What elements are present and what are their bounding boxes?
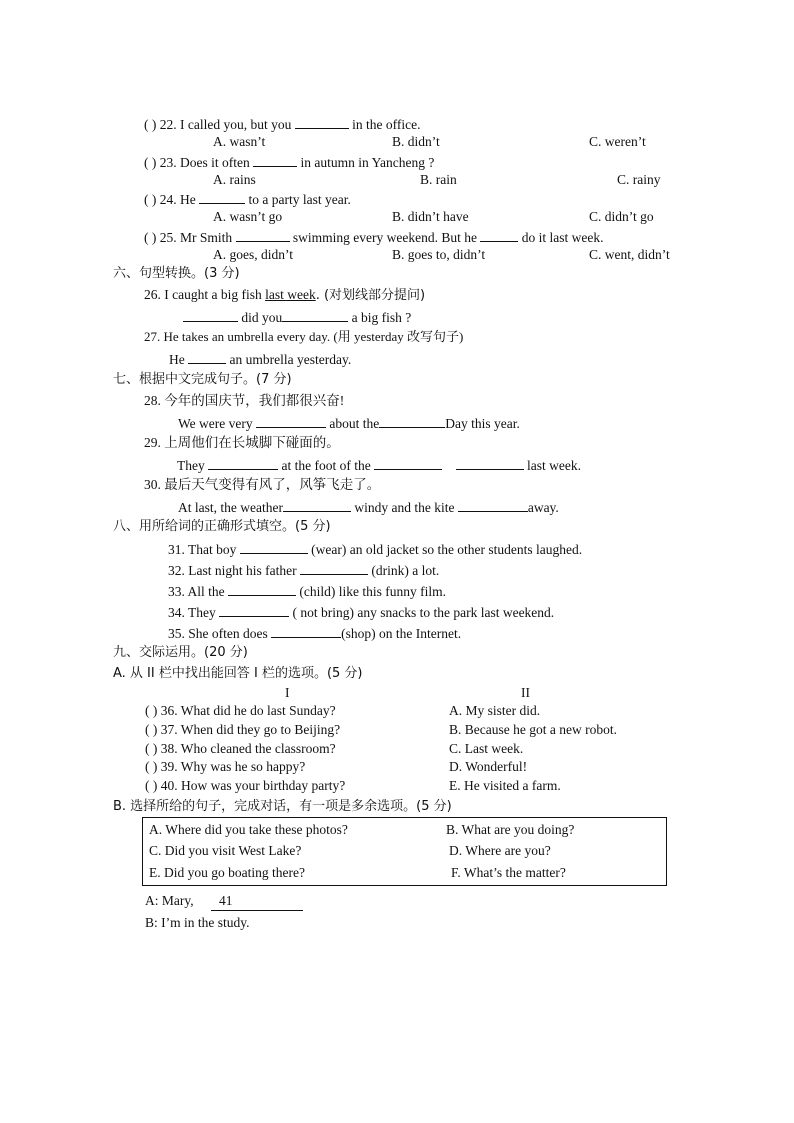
question-29-answer: They at the foot of the last week. (177, 455, 581, 475)
option-a: A. wasn’t go (213, 209, 283, 224)
match-row: ( ) 39. Why was he so happy? (145, 759, 306, 774)
answer-blank[interactable] (219, 602, 289, 617)
answer-blank[interactable] (183, 307, 238, 322)
question-27-answer: He an umbrella yesterday. (169, 349, 351, 369)
answer-blank[interactable] (379, 413, 445, 428)
option-c: C. rainy (617, 172, 661, 187)
dialogue-line-1: A: Mary, 41 (145, 892, 303, 911)
question-31: 31. That boy (wear) an old jacket so the other students laughed. (168, 539, 582, 559)
answer-blank[interactable] (295, 114, 349, 129)
section-9-title: 九、交际运用。(20 分) (113, 645, 248, 660)
answer-blank[interactable] (188, 349, 226, 364)
question-29: 29. 上周他们在长城脚下碰面的。 (144, 435, 340, 450)
answer-blank[interactable] (271, 623, 341, 638)
section-7-title: 七、根据中文完成句子。(7 分) (113, 372, 292, 387)
match-option: A. My sister did. (449, 703, 541, 718)
option-b: B. didn’t (392, 134, 440, 149)
option-b: B. didn’t have (392, 209, 469, 224)
answer-paren[interactable]: ( ) (144, 155, 157, 170)
match-option: D. Wonderful! (449, 759, 528, 774)
section-6-title: 六、句型转换。(3 分) (113, 266, 240, 281)
column-ii-header: II (521, 685, 530, 700)
box-option: A. Where did you take these photos? (149, 822, 348, 837)
option-a: A. goes, didn’t (213, 247, 293, 262)
question-27: 27. He takes an umbrella every day. (用 yesterday 改写句子) (144, 329, 464, 344)
match-row: ( ) 38. Who cleaned the classroom? (145, 741, 336, 756)
column-i-header: I (285, 685, 290, 700)
question-30-answer: At last, the weather windy and the kite away. (178, 497, 559, 517)
options-box (142, 817, 667, 886)
match-option: C. Last week. (449, 741, 524, 756)
answer-blank[interactable] (240, 539, 308, 554)
answer-blank[interactable] (458, 497, 528, 512)
match-row: ( ) 40. How was your birthday party? (145, 778, 346, 793)
answer-paren[interactable]: ( ) (144, 230, 157, 245)
section-8-title: 八、用所给词的正确形式填空。(5 分) (113, 519, 331, 534)
dialogue-line-2: B: I’m in the study. (145, 915, 250, 930)
answer-blank[interactable] (199, 189, 245, 204)
answer-paren[interactable]: ( ) (145, 759, 158, 774)
answer-blank[interactable] (208, 455, 278, 470)
box-option: B. What are you doing? (446, 822, 575, 837)
question-33: 33. All the (child) like this funny film. (168, 581, 446, 601)
answer-blank[interactable] (282, 307, 348, 322)
box-option: D. Where are you? (449, 843, 551, 858)
answer-paren[interactable]: ( ) (145, 778, 158, 793)
match-option: B. Because he got a new robot. (449, 722, 617, 737)
answer-paren[interactable]: ( ) (145, 703, 158, 718)
option-a: A. wasn’t (213, 134, 266, 149)
question-32: 32. Last night his father (drink) a lot. (168, 560, 439, 580)
question-26-answer: did you a big fish ? (183, 307, 411, 327)
answer-paren[interactable]: ( ) (145, 722, 158, 737)
answer-paren[interactable]: ( ) (144, 117, 157, 132)
part-a-title: A. 从 II 栏中找出能回答 I 栏的选项。(5 分) (113, 666, 363, 681)
question-28-answer: We were very about the Day this year. (178, 413, 520, 433)
answer-blank[interactable] (283, 497, 351, 512)
match-option: E. He visited a farm. (449, 778, 561, 793)
answer-blank[interactable] (480, 227, 518, 242)
answer-blank[interactable] (256, 413, 326, 428)
answer-paren[interactable]: ( ) (145, 741, 158, 756)
part-b-title: B. 选择所给的句子，完成对话，有一项是多余选项。(5 分) (113, 799, 452, 814)
option-c: C. went, didn’t (589, 247, 670, 262)
option-b: B. goes to, didn’t (392, 247, 486, 262)
answer-blank[interactable]: 41 (211, 892, 303, 911)
question-30: 30. 最后天气变得有风了，风筝飞走了。 (144, 477, 381, 492)
question-26: 26. I caught a big fish last week. (对划线部分提问) (144, 287, 426, 303)
underlined-phrase: last week (265, 287, 316, 302)
answer-blank[interactable] (228, 581, 296, 596)
box-option: F. What’s the matter? (451, 865, 566, 880)
box-option: E. Did you go boating there? (149, 865, 305, 880)
match-row: ( ) 37. When did they go to Beijing? (145, 722, 341, 737)
match-row: ( ) 36. What did he do last Sunday? (145, 703, 336, 718)
option-b: B. rain (420, 172, 457, 187)
option-c: C. didn’t go (589, 209, 654, 224)
option-a: A. rains (213, 172, 256, 187)
answer-paren[interactable]: ( ) (144, 192, 157, 207)
answer-blank[interactable] (253, 152, 297, 167)
answer-blank[interactable] (374, 455, 442, 470)
question-35: 35. She often does (shop) on the Internet. (168, 623, 461, 643)
option-c: C. weren’t (589, 134, 646, 149)
question-34: 34. They ( not bring) any snacks to the park last weekend. (168, 602, 554, 622)
question-28: 28. 今年的国庆节，我们都很兴奋! (144, 393, 345, 408)
answer-blank[interactable] (456, 455, 524, 470)
answer-blank[interactable] (236, 227, 290, 242)
box-option: C. Did you visit West Lake? (149, 843, 302, 858)
answer-blank[interactable] (300, 560, 368, 575)
